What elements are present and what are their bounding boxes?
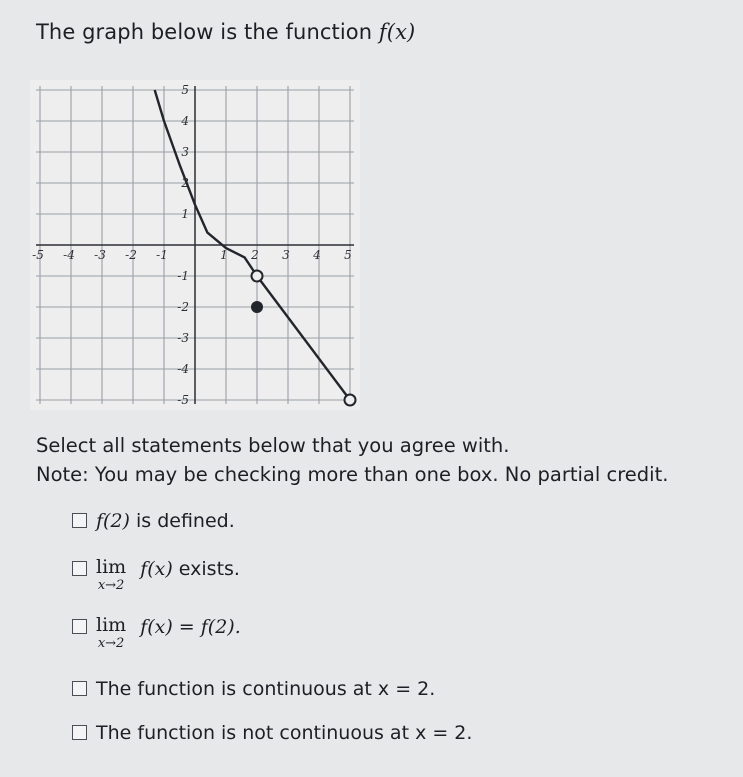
- x-tick-label: -5: [32, 248, 44, 262]
- instructions-line-1: Select all statements below that you agree with.: [36, 434, 510, 457]
- x-tick-label: -1: [156, 248, 168, 262]
- instructions-line-2: Note: You may be checking more than one box. No partial credit.: [36, 463, 669, 486]
- option-not-continuous[interactable]: [72, 720, 472, 746]
- y-tick-label: 5: [181, 83, 189, 97]
- lim-subscript: x→2: [97, 578, 125, 593]
- x-tick-label: -3: [94, 248, 106, 262]
- option-3-math: f(x) = f(2).: [140, 616, 241, 638]
- lim-word: lim: [96, 614, 127, 636]
- closed-point: [251, 301, 263, 313]
- y-tick-label: 3: [181, 145, 189, 159]
- y-tick-label: 2: [181, 176, 189, 190]
- checkbox-4[interactable]: [72, 681, 87, 696]
- y-tick-label: -5: [177, 393, 189, 407]
- instructions: [36, 431, 668, 489]
- x-tick-label: 1: [220, 248, 228, 262]
- function-graph: [30, 80, 360, 410]
- y-tick-label: 1: [181, 207, 189, 221]
- limit-notation: [96, 556, 126, 593]
- title-math: f(x): [378, 20, 416, 44]
- x-tick-label: -4: [63, 248, 75, 262]
- checkbox-2[interactable]: [72, 561, 87, 576]
- open-point: [345, 395, 356, 406]
- limit-notation: [96, 614, 126, 651]
- option-limit-exists[interactable]: [72, 556, 240, 593]
- x-tick-label: 3: [282, 248, 290, 262]
- y-tick-label: -2: [177, 300, 189, 314]
- option-2-math: f(x): [140, 558, 173, 580]
- option-1-text: is defined.: [129, 510, 235, 532]
- option-2-text: exists.: [172, 558, 240, 580]
- checkbox-3[interactable]: [72, 619, 87, 634]
- open-point: [252, 271, 263, 282]
- option-limit-equals[interactable]: [72, 614, 241, 651]
- title-text: The graph below is the function: [36, 20, 373, 44]
- y-tick-label: -3: [177, 331, 189, 345]
- option-continuous[interactable]: [72, 676, 435, 702]
- option-f2-defined[interactable]: [72, 508, 235, 534]
- checkbox-5[interactable]: [72, 725, 87, 740]
- checkbox-1[interactable]: [72, 513, 87, 528]
- lim-subscript: x→2: [97, 636, 125, 651]
- y-tick-label: -4: [177, 362, 189, 376]
- y-tick-label: 4: [181, 114, 189, 128]
- x-tick-label: 4: [313, 248, 321, 262]
- option-1-math: f(2): [96, 510, 130, 532]
- lim-word: lim: [96, 556, 127, 578]
- x-tick-label: 2: [251, 248, 259, 262]
- option-4-text: The function is continuous at x = 2.: [96, 678, 436, 700]
- question-title: [36, 20, 415, 44]
- y-tick-label: -1: [177, 269, 189, 283]
- x-tick-label: -2: [125, 248, 137, 262]
- option-5-text: The function is not continuous at x = 2.: [96, 722, 473, 744]
- x-tick-label: 5: [344, 248, 352, 262]
